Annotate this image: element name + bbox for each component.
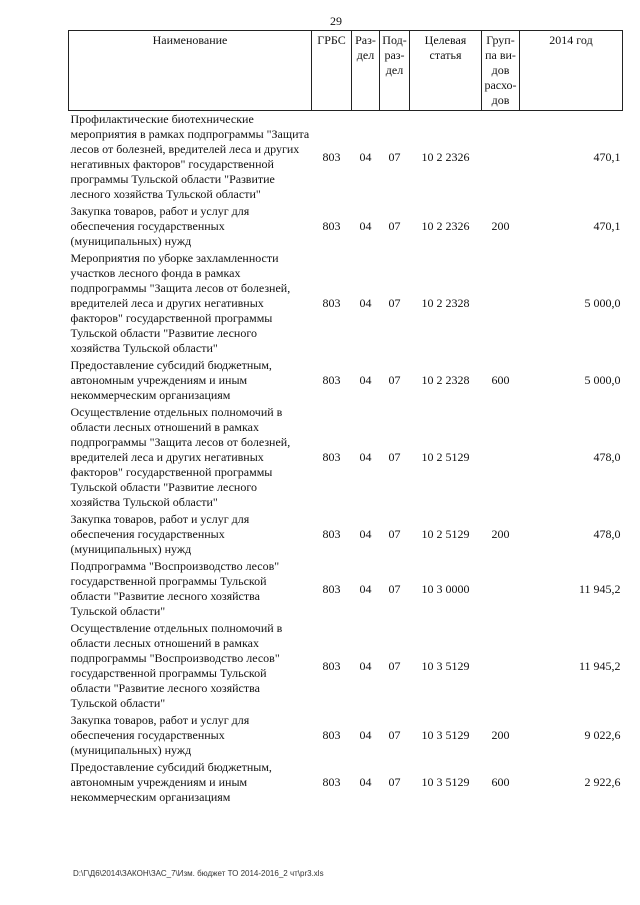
- row-razdel: 04: [359, 373, 372, 387]
- row-tselevaya-statya: 10 3 5129: [421, 775, 470, 789]
- row-podrazdel: 07: [388, 728, 401, 742]
- row-name: Закупка товаров, работ и услуг для обеспечения государственных (муниципальных) нужд: [70, 204, 250, 248]
- header-gruppa-vidov-rashodov: Груп- па ви- дов расхо- дов: [482, 31, 520, 111]
- row-vid-rashodov: 600: [491, 775, 510, 789]
- row-podrazdel: 07: [388, 450, 401, 464]
- row-vid-rashodov: 200: [491, 219, 510, 233]
- row-tselevaya-statya: 10 2 5129: [421, 527, 470, 541]
- row-amount: 9 022,6: [584, 728, 621, 742]
- row-tselevaya-statya: 10 2 5129: [421, 450, 470, 464]
- row-razdel: 04: [359, 149, 372, 164]
- row-razdel: 04: [359, 219, 372, 233]
- table-header-row: [69, 31, 623, 111]
- row-vid-rashodov: 200: [491, 527, 510, 541]
- row-razdel: 04: [359, 728, 372, 742]
- row-razdel: 04: [359, 775, 372, 789]
- row-razdel: 04: [359, 527, 372, 541]
- row-name: Подпрограмма "Воспроизводство лесов" государственной программы Тульской области "Развитие лесного хозяйства Тульской области": [70, 559, 280, 618]
- row-amount: 470,1: [593, 149, 621, 164]
- table-row: [69, 511, 623, 558]
- header-name: Наименование: [69, 31, 312, 111]
- row-grbs: 803: [322, 296, 341, 310]
- row-tselevaya-statya: 10 2 2326: [421, 149, 470, 164]
- row-name: Профилактические биотехнические мероприятия в рамках подпрограммы "Защита лесов от болезней, вредителей леса и других негативных факторов" государственной программы Тульской области "Развитие лесного хозяйства Тульской области": [70, 112, 310, 201]
- row-razdel: 04: [359, 581, 372, 596]
- row-amount: 11 945,2: [578, 581, 621, 596]
- row-tselevaya-statya: 10 2 2328: [421, 296, 470, 310]
- table-row: [69, 203, 623, 250]
- row-vid-rashodov: 600: [491, 373, 510, 387]
- table-row: [69, 712, 623, 759]
- row-tselevaya-statya: 10 3 5129: [421, 728, 470, 742]
- row-amount: 478,0: [593, 450, 621, 464]
- row-name: Закупка товаров, работ и услуг для обеспечения государственных (муниципальных) нужд: [70, 512, 250, 556]
- row-razdel: 04: [359, 296, 372, 310]
- row-podrazdel: 07: [388, 219, 401, 233]
- row-podrazdel: 07: [388, 775, 401, 789]
- row-vid-rashodov: [482, 250, 520, 357]
- row-amount: 478,0: [593, 527, 621, 541]
- row-name: Предоставление субсидий бюджетным, автономным учреждениям и иным некоммерческим организациям: [70, 760, 272, 804]
- row-grbs: 803: [322, 527, 341, 541]
- row-vid-rashodov: [482, 404, 520, 511]
- row-podrazdel: 07: [388, 581, 401, 596]
- row-razdel: 04: [359, 450, 372, 464]
- header-year: 2014 год: [520, 31, 623, 111]
- budget-table: [68, 30, 623, 806]
- table-row: [69, 250, 623, 357]
- row-amount: 5 000,0: [584, 373, 621, 387]
- row-podrazdel: 07: [388, 296, 401, 310]
- row-grbs: 803: [322, 728, 341, 742]
- row-name: Мероприятия по уборке захламленности участков лесного фонда в рамках подпрограммы "Защита лесов от болезней, вредителей леса и других негативных факторов" государственной программы Тульской области "Развитие лесного хозяйства Тульской области": [70, 251, 291, 355]
- row-name: Осуществление отдельных полномочий в области лесных отношений в рамках подпрограммы "Защита лесов от болезней, вредителей леса и других негативных факторов" государственной программы Тульской области "Развитие лесного хозяйства Тульской области": [70, 405, 291, 509]
- row-vid-rashodov: 200: [491, 728, 510, 742]
- row-podrazdel: 07: [388, 373, 401, 387]
- table-row: [69, 357, 623, 404]
- row-vid-rashodov: [482, 620, 520, 712]
- row-podrazdel: 07: [388, 658, 401, 673]
- row-amount: 5 000,0: [584, 296, 621, 310]
- row-tselevaya-statya: 10 3 5129: [421, 658, 470, 673]
- row-amount: 470,1: [593, 219, 621, 233]
- row-razdel: 04: [359, 658, 372, 673]
- row-amount: 11 945,2: [578, 658, 621, 673]
- row-name: Осуществление отдельных полномочий в области лесных отношений в рамках подпрограммы "Воспроизводство лесов" государственной программы Тульской области "Развитие лесного хозяйства Тульской области": [70, 621, 283, 710]
- header-podrazdel: Под- раз- дел: [380, 31, 410, 111]
- row-tselevaya-statya: 10 2 2328: [421, 373, 470, 387]
- row-grbs: 803: [322, 581, 341, 596]
- row-grbs: 803: [322, 149, 341, 164]
- row-amount: 2 922,6: [584, 775, 621, 789]
- table-row: [69, 759, 623, 806]
- row-tselevaya-statya: 10 2 2326: [421, 219, 470, 233]
- row-name: Предоставление субсидий бюджетным, автономным учреждениям и иным некоммерческим организациям: [70, 358, 272, 402]
- file-path-footer: D:\Г\Д6\2014\ЗАКОН\ЗАС_7\Изм. бюджет ТО 2014-2016_2 чт\pr3.xls: [73, 869, 324, 878]
- row-podrazdel: 07: [388, 527, 401, 541]
- table-row: [69, 558, 623, 620]
- header-tselevaya-statya: Целевая статья: [410, 31, 482, 111]
- row-grbs: 803: [322, 219, 341, 233]
- row-grbs: 803: [322, 775, 341, 789]
- table-row: [69, 111, 623, 204]
- row-vid-rashodov: [482, 558, 520, 620]
- table-row: [69, 620, 623, 712]
- header-razdel: Раз- дел: [352, 31, 380, 111]
- row-tselevaya-statya: 10 3 0000: [421, 581, 470, 596]
- row-grbs: 803: [322, 373, 341, 387]
- row-podrazdel: 07: [388, 149, 401, 164]
- row-grbs: 803: [322, 450, 341, 464]
- header-grbs: ГРБС: [312, 31, 352, 111]
- row-name: Закупка товаров, работ и услуг для обеспечения государственных (муниципальных) нужд: [70, 713, 250, 757]
- row-vid-rashodov: [482, 111, 520, 204]
- table-row: [69, 404, 623, 511]
- page-number: 29: [330, 14, 342, 28]
- row-grbs: 803: [322, 658, 341, 673]
